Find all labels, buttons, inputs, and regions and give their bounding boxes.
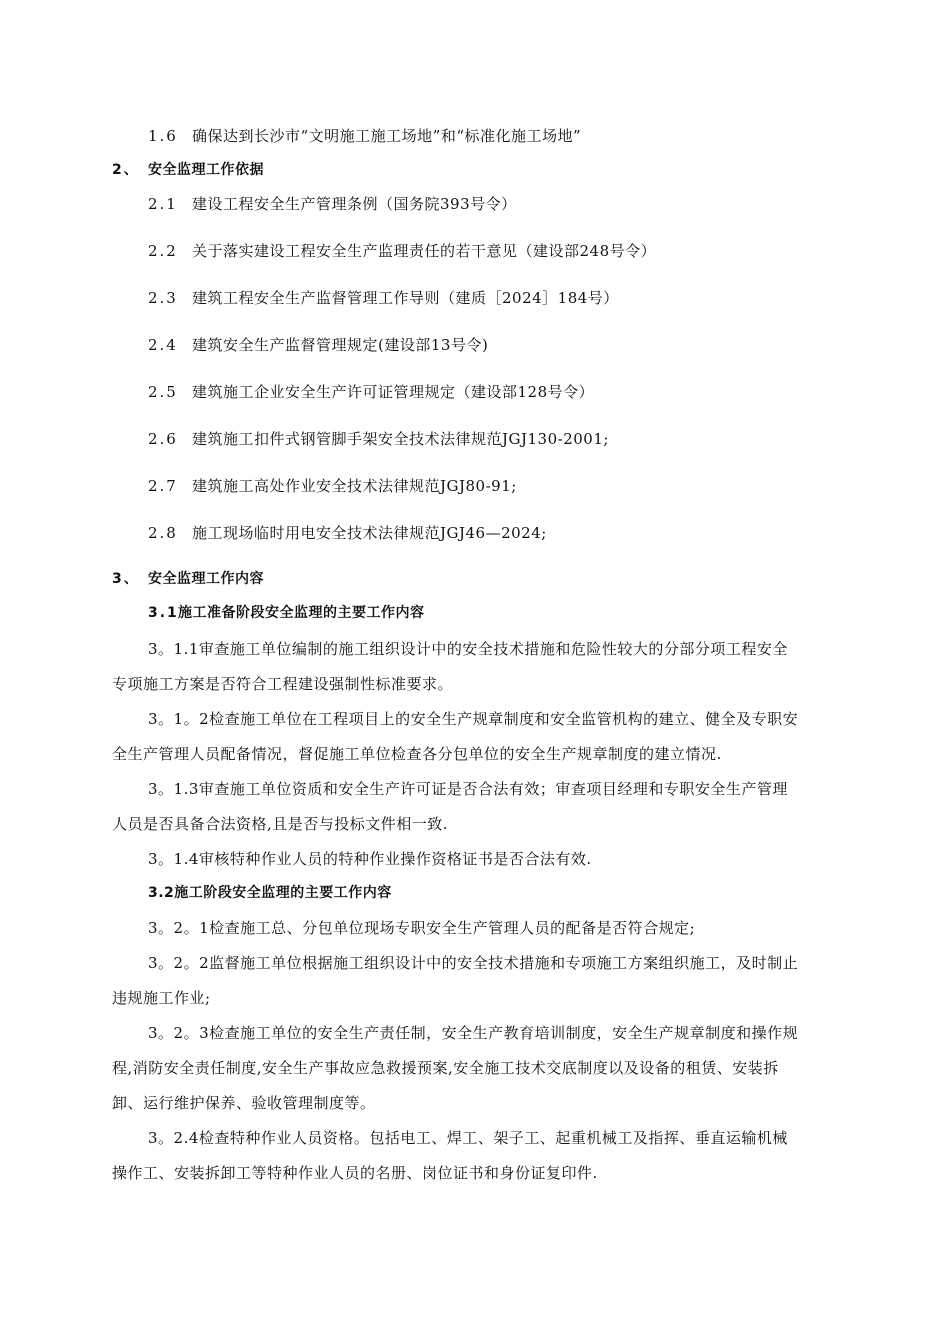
section-title: 安全监理工作内容 [148,571,264,587]
list-item [148,335,488,355]
paragraph [112,946,847,1016]
item-number: 2.8 [148,524,178,542]
item-number: 1.6 [148,127,178,145]
paragraph-line: 3。1。2检查施工单位在工程项目上的安全生产规章制度和安全监管机构的建立、健全及专职安 [148,710,799,728]
section-title: 安全监理工作依据 [148,162,264,178]
item-text: 建筑施工扣件式钢管脚手架安全技术法律规范JGJ130-2001; [192,430,609,448]
subsection-title: 施工准备阶段安全监理的主要工作内容 [178,605,425,621]
item-number: 2.3 [148,289,178,307]
paragraph [112,632,847,702]
item-text: 建筑工程安全生产监督管理工作导则（建质［2024］184号） [192,289,619,307]
item-number: 2.2 [148,242,178,260]
subsection-title: 3.2施工阶段安全监理的主要工作内容 [148,885,392,901]
paragraph-line: 3。1.1审查施工单位编制的施工组织设计中的安全技术措施和危险性较大的分部分项工程安全 [148,640,788,658]
paragraph-line: 人员是否具备合法资格,且是否与投标文件相一致. [112,815,449,833]
list-item [148,382,594,402]
paragraph [112,702,847,772]
item-text: 建筑安全生产监督管理规定(建设部13号令) [192,336,489,354]
paragraph-line: 3。2。2监督施工单位根据施工组织设计中的安全技术措施和专项施工方案组织施工，及时制止 [148,954,799,972]
paragraph [112,1121,847,1191]
subsection-heading [148,603,425,623]
paragraph-line: 3。1.3审查施工单位资质和安全生产许可证是否合法有效；审查项目经理和专职安全生产管理 [148,780,788,798]
subsection-heading [148,883,392,903]
paragraph [112,911,847,946]
paragraph [112,1016,847,1121]
list-item [148,241,656,261]
item-number: 2.4 [148,336,178,354]
paragraph-line: 专项施工方案是否符合工程建设强制性标准要求。 [112,675,454,693]
paragraph-line: 3。2.4检查特种作业人员资格。包括电工、焊工、架子工、起重机械工及指挥、垂直运输机械 [148,1129,788,1147]
paragraph [112,772,847,842]
item-text: 确保达到长沙市“文明施工施工场地”和“标准化施工场地” [192,127,582,145]
paragraph-line: 违规施工作业; [112,989,211,1007]
paragraph [112,842,847,877]
list-item [148,476,517,496]
item-text: 施工现场临时用电安全技术法律规范JGJ46—2024; [192,524,547,542]
section-heading [112,160,264,180]
paragraph-line: 程,消防安全责任制度,安全生产事故应急救援预案,安全施工技术交底制度以及设备的租赁、安装拆 [112,1059,779,1077]
list-item [148,523,547,543]
item-text: 关于落实建设工程安全生产监理责任的若干意见（建设部248号令） [192,242,657,260]
item-number: 2.6 [148,430,178,448]
paragraph-line: 卸、运行维护保养、验收管理制度等。 [112,1094,376,1112]
paragraph-line: 3。2。1检查施工总、分包单位现场专职安全生产管理人员的配备是否符合规定; [148,919,696,937]
list-item [148,126,581,146]
paragraph-line: 操作工、安装拆卸工等特种作业人员的名册、岗位证书和身份证复印件. [112,1164,598,1182]
paragraph-line: 3。2。3检查施工单位的安全生产责任制，安全生产教育培训制度，安全生产规章制度和操作规 [148,1024,799,1042]
list-item [148,194,517,214]
section-number: 2、 [112,162,140,178]
item-text: 建设工程安全生产管理条例（国务院393号令） [192,195,517,213]
list-item [148,288,619,308]
section-number: 3、 [112,571,140,587]
subsection-number: 3.1 [148,605,179,621]
paragraph-line: 3。1.4审核特种作业人员的特种作业操作资格证书是否合法有效. [148,850,592,868]
item-number: 2.7 [148,477,178,495]
list-item [148,429,609,449]
item-text: 建筑施工企业安全生产许可证管理规定（建设部128号令） [192,383,595,401]
section-heading [112,569,264,589]
item-text: 建筑施工高处作业安全技术法律规范JGJ80-91; [192,477,517,495]
item-number: 2.5 [148,383,178,401]
paragraph-line: 全生产管理人员配备情况，督促施工单位检查各分包单位的安全生产规章制度的建立情况. [112,745,722,763]
item-number: 2.1 [148,195,178,213]
